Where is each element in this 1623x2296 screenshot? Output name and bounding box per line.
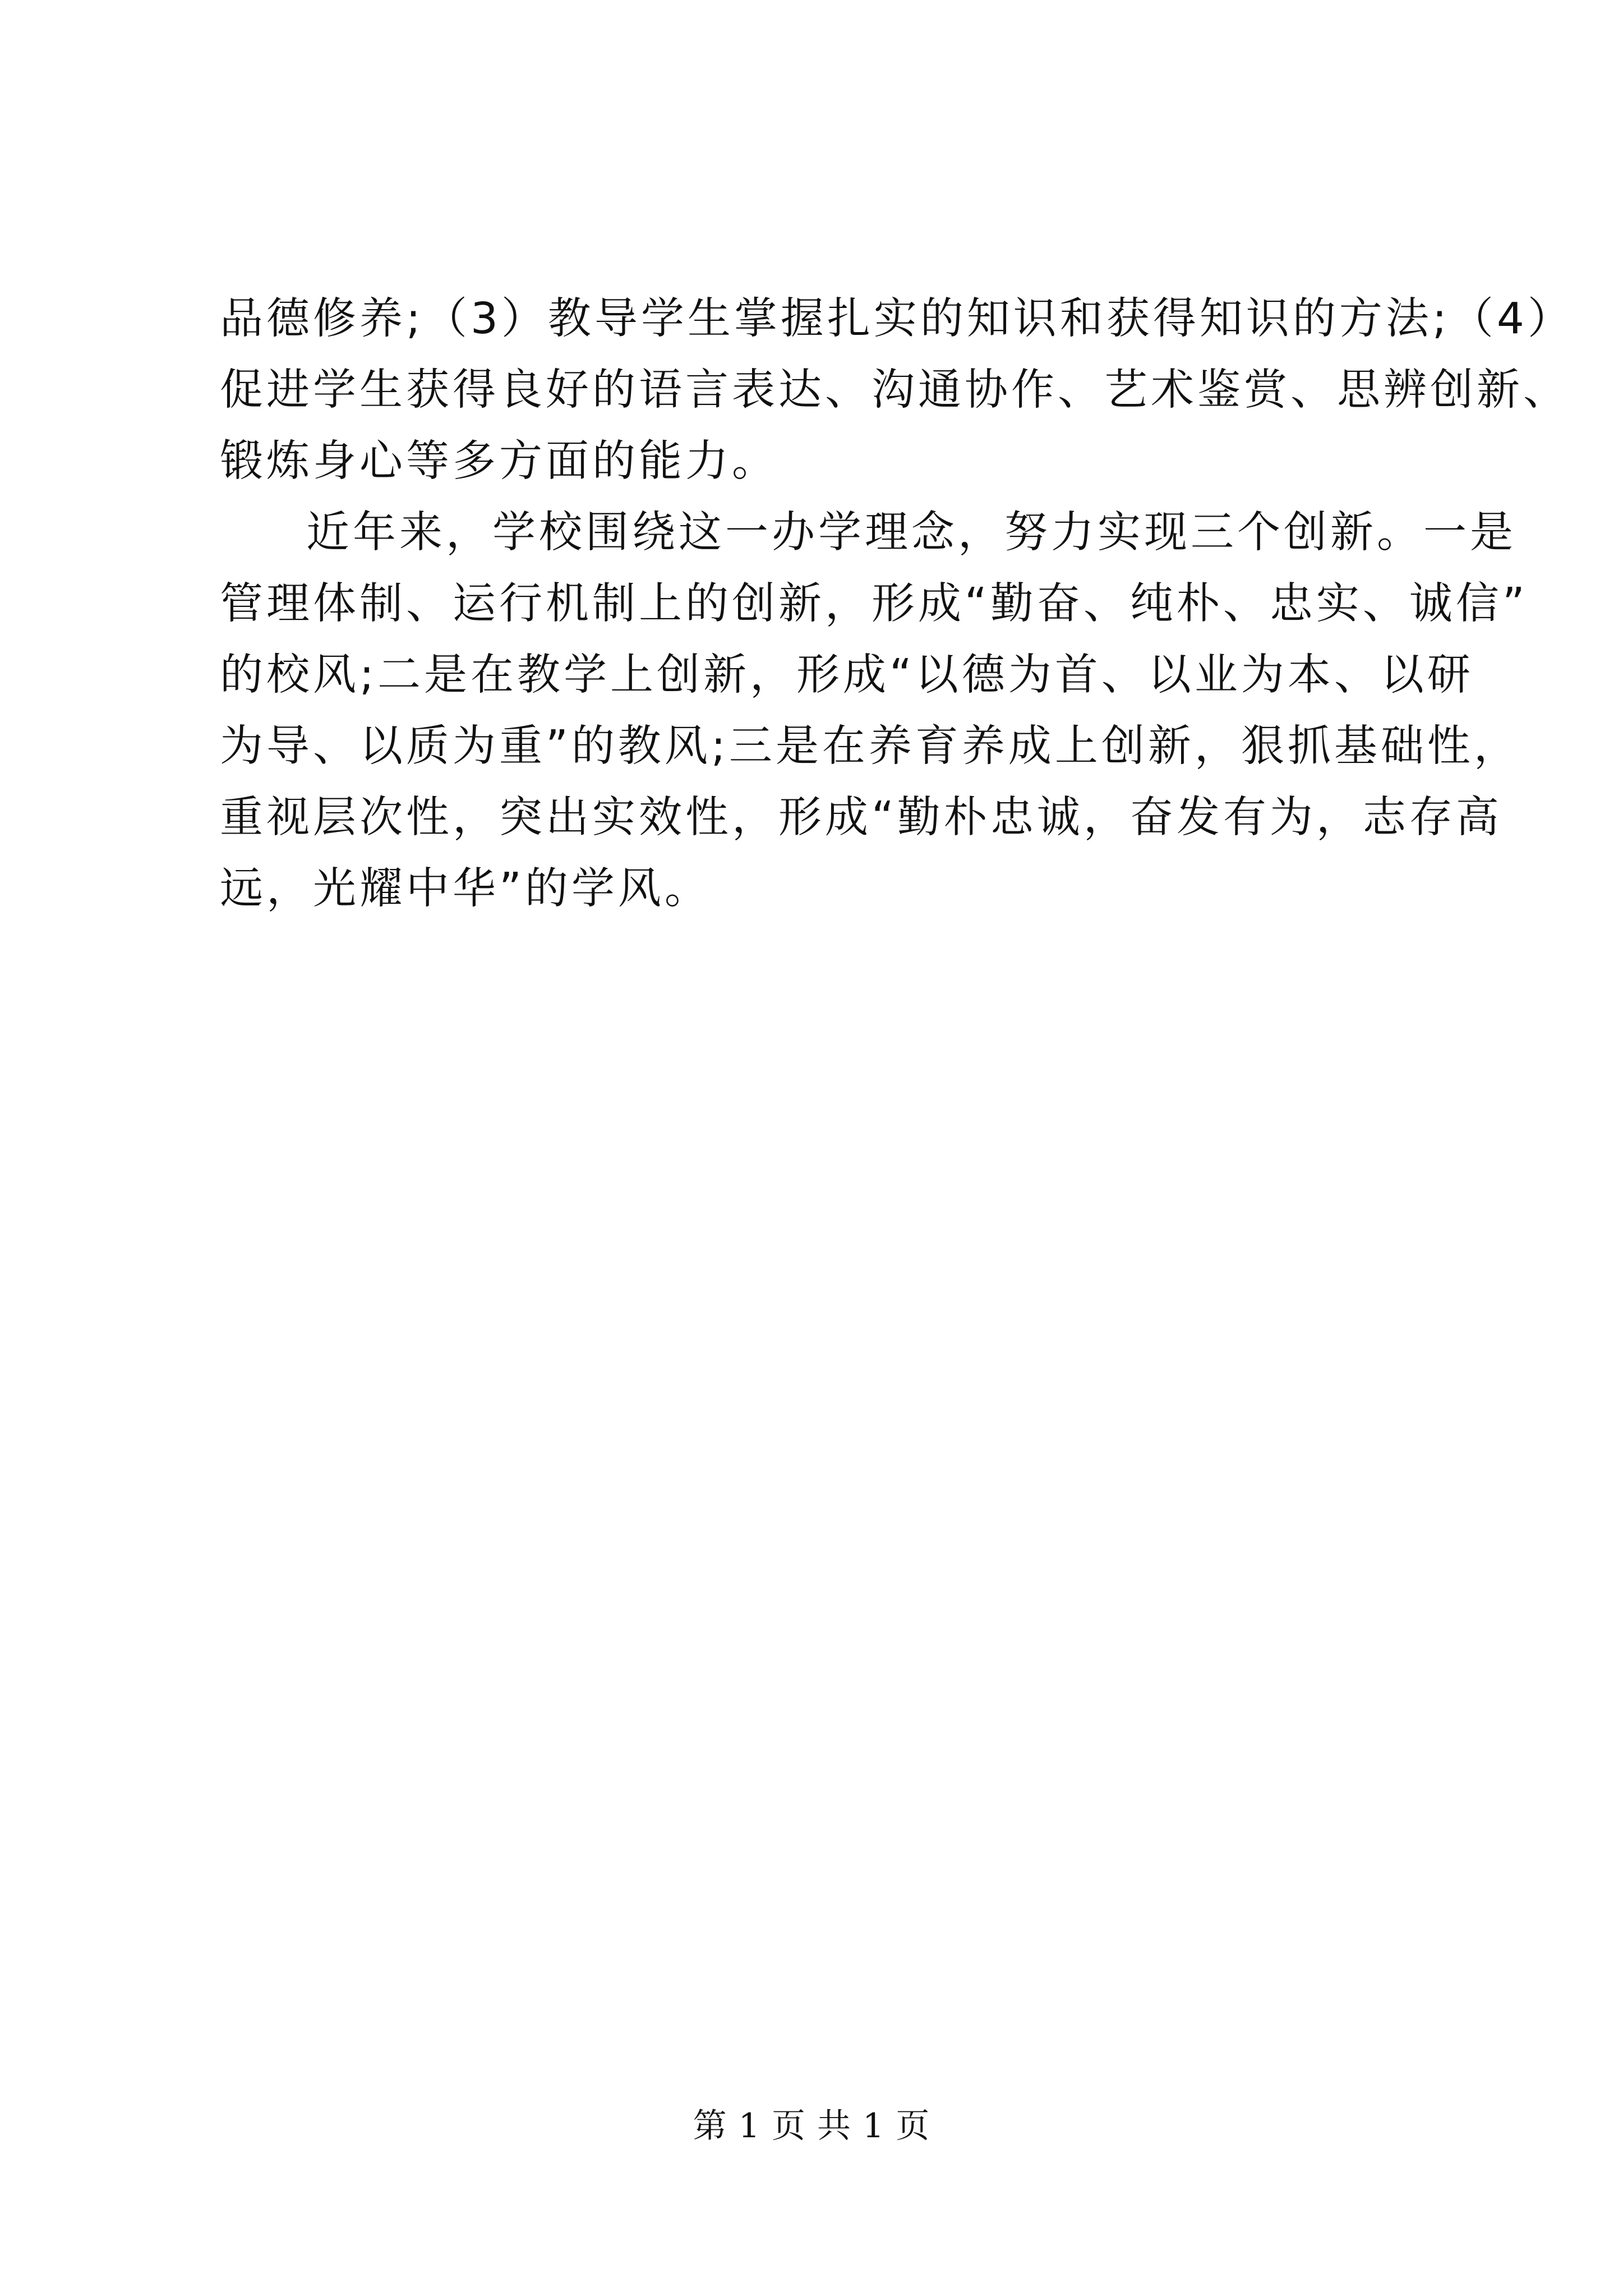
page-number-footer: 第 1 页 共 1 页	[693, 2106, 930, 2146]
paragraph-1-line-1: 品德修养;（3）教导学生掌握扎实的知识和获得知识的方法;（4）	[220, 294, 1574, 344]
paragraph-2-line-5: 重视层次性，突出实效性，形成“勤朴忠诚，奋发有为，志存高	[220, 793, 1502, 843]
paragraph-2-line-2: 管理体制、运行机制上的创新，形成“勤奋、纯朴、忠实、诚信”	[220, 579, 1528, 629]
paragraph-1-line-3: 锻炼身心等多方面的能力。	[220, 436, 778, 486]
paragraph-2	[220, 497, 1528, 924]
paragraph-2-line-6: 远，光耀中华”的学风。	[220, 864, 711, 914]
document-body	[220, 283, 1574, 924]
paragraph-2-line-1: 近年来，学校围绕这一办学理念，努力实现三个创新。一是	[306, 508, 1516, 558]
paragraph-2-line-4: 为导、以质为重”的教风;三是在养育养成上创新，狠抓基础性，	[220, 721, 1520, 771]
paragraph-2-line-3: 的校风;二是在教学上创新，形成“以德为首、以业为本、以研	[220, 650, 1474, 700]
paragraph-1-line-2: 促进学生获得良好的语言表达、沟通协作、艺术鉴赏、思辨创新、	[220, 365, 1570, 415]
paragraph-1	[220, 283, 1574, 497]
